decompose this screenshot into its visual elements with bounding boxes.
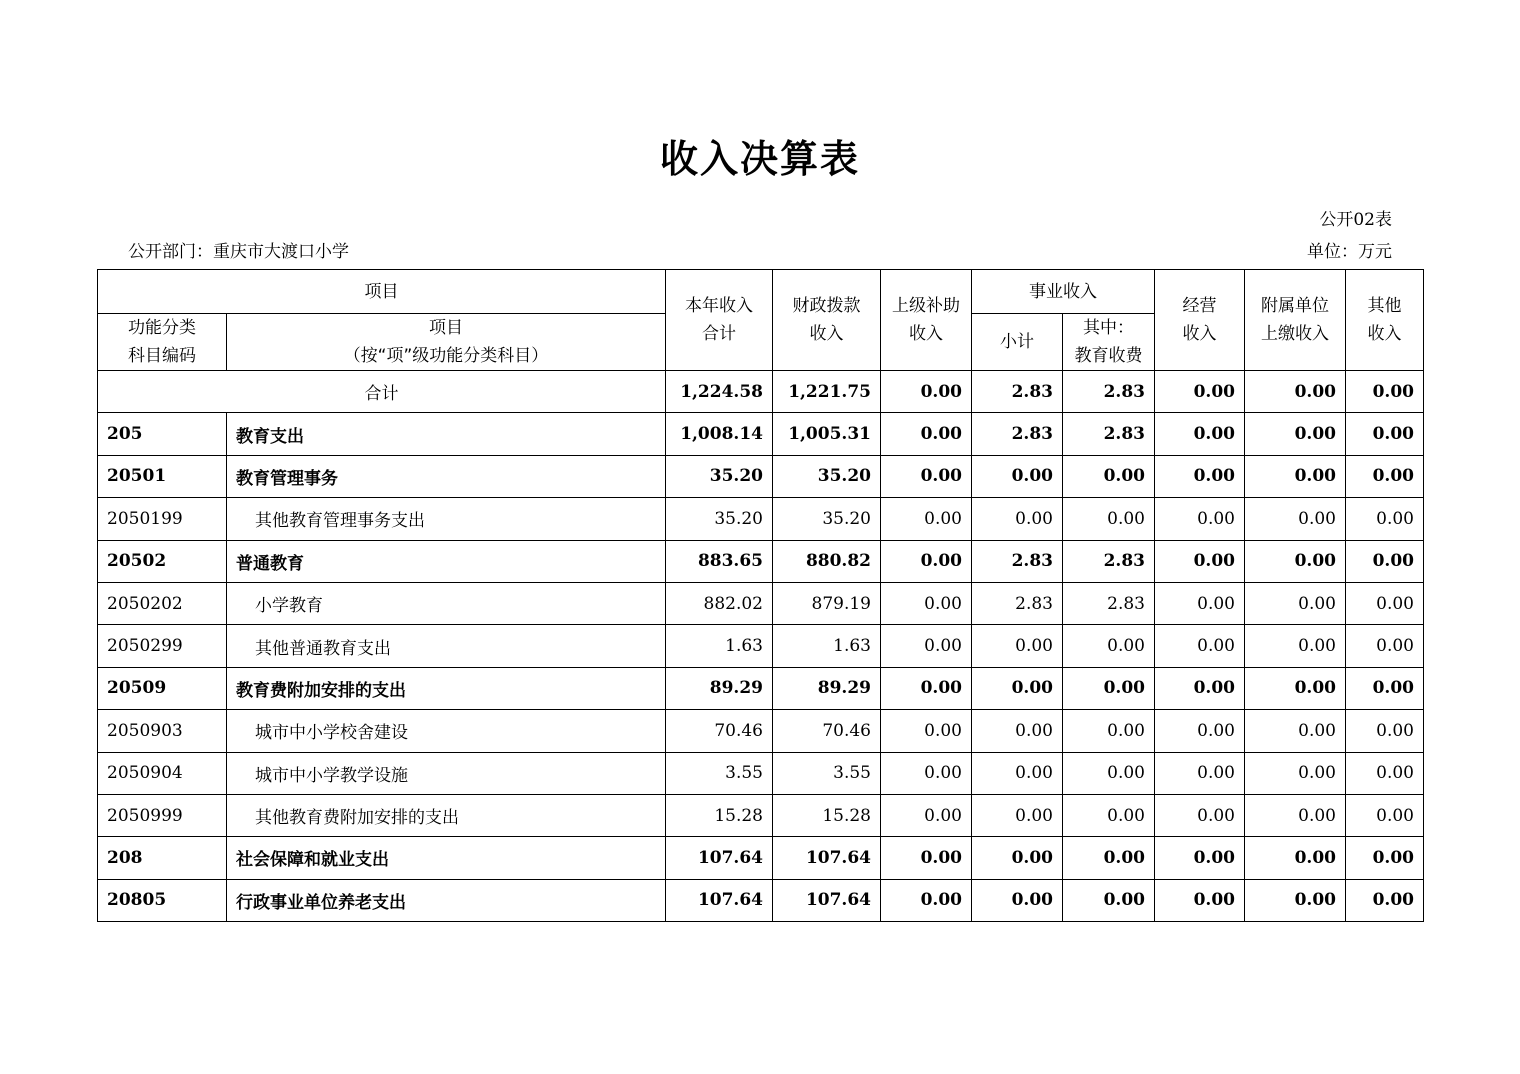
header-business: 事业收入	[972, 270, 1155, 314]
table-row	[98, 710, 1424, 752]
table-row	[98, 625, 1424, 667]
table-row	[98, 413, 1424, 455]
total-cell: 2.83	[972, 371, 1063, 413]
amount-cell: 2.83	[1063, 540, 1155, 582]
amount-cell: 0.00	[972, 752, 1063, 794]
amount-cell: 1.63	[666, 625, 773, 667]
amount-cell: 35.20	[666, 455, 773, 497]
subject-code-cell: 2050199	[98, 498, 227, 540]
header-total-income: 本年收入 合计	[666, 270, 773, 371]
subject-code-cell: 2050202	[98, 582, 227, 624]
subject-name-cell: 小学教育	[227, 582, 666, 624]
amount-cell: 107.64	[773, 837, 881, 879]
amount-cell: 0.00	[1346, 667, 1424, 709]
amount-cell: 0.00	[1245, 455, 1346, 497]
amount-cell: 35.20	[773, 498, 881, 540]
total-cell: 0.00	[1155, 371, 1245, 413]
amount-cell: 1,005.31	[773, 413, 881, 455]
header-item-sub: 项目 （按“项”级功能分类科目）	[227, 314, 666, 371]
amount-cell: 0.00	[1155, 455, 1245, 497]
table-row	[98, 752, 1424, 794]
table-row	[98, 879, 1424, 921]
amount-cell: 3.55	[773, 752, 881, 794]
amount-cell: 0.00	[881, 837, 972, 879]
amount-cell: 0.00	[1155, 413, 1245, 455]
total-label: 合计	[98, 371, 666, 413]
amount-cell: 0.00	[1346, 625, 1424, 667]
total-row	[98, 371, 1424, 413]
amount-cell: 0.00	[1346, 794, 1424, 836]
amount-cell: 0.00	[1155, 540, 1245, 582]
amount-cell: 0.00	[1346, 837, 1424, 879]
amount-cell: 0.00	[1155, 498, 1245, 540]
total-cell: 1,224.58	[666, 371, 773, 413]
table-row	[98, 455, 1424, 497]
amount-cell: 0.00	[881, 625, 972, 667]
amount-cell: 0.00	[972, 879, 1063, 921]
amount-cell: 0.00	[881, 794, 972, 836]
amount-cell: 15.28	[773, 794, 881, 836]
amount-cell: 0.00	[1245, 837, 1346, 879]
subject-name-cell: 其他教育管理事务支出	[227, 498, 666, 540]
amount-cell: 2.83	[972, 413, 1063, 455]
total-cell: 0.00	[1245, 371, 1346, 413]
amount-cell: 0.00	[881, 667, 972, 709]
amount-cell: 0.00	[1245, 879, 1346, 921]
amount-cell: 89.29	[666, 667, 773, 709]
amount-cell: 0.00	[972, 498, 1063, 540]
subject-code-cell: 20805	[98, 879, 227, 921]
subject-name-cell: 教育费附加安排的支出	[227, 667, 666, 709]
amount-cell: 0.00	[1155, 582, 1245, 624]
subject-code-cell: 205	[98, 413, 227, 455]
amount-cell: 0.00	[1245, 710, 1346, 752]
amount-cell: 70.46	[773, 710, 881, 752]
amount-cell: 0.00	[1245, 625, 1346, 667]
amount-cell: 107.64	[773, 879, 881, 921]
table-row	[98, 794, 1424, 836]
department-label: 公开部门：重庆市大渡口小学	[128, 242, 349, 262]
amount-cell: 0.00	[1346, 455, 1424, 497]
amount-cell: 879.19	[773, 582, 881, 624]
table-row	[98, 498, 1424, 540]
header-operating: 经营 收入	[1155, 270, 1245, 371]
amount-cell: 0.00	[1245, 667, 1346, 709]
amount-cell: 0.00	[1063, 498, 1155, 540]
amount-cell: 0.00	[972, 710, 1063, 752]
amount-cell: 0.00	[881, 879, 972, 921]
amount-cell: 0.00	[1346, 879, 1424, 921]
total-cell: 2.83	[1063, 371, 1155, 413]
subject-code-cell: 20502	[98, 540, 227, 582]
subject-code-cell: 20509	[98, 667, 227, 709]
amount-cell: 0.00	[1346, 710, 1424, 752]
amount-cell: 0.00	[1063, 710, 1155, 752]
amount-cell: 0.00	[1063, 455, 1155, 497]
amount-cell: 15.28	[666, 794, 773, 836]
amount-cell: 0.00	[1346, 498, 1424, 540]
header-code: 功能分类 科目编码	[98, 314, 227, 371]
amount-cell: 0.00	[972, 667, 1063, 709]
subject-name-cell: 社会保障和就业支出	[227, 837, 666, 879]
amount-cell: 0.00	[1245, 540, 1346, 582]
subject-code-cell: 2050903	[98, 710, 227, 752]
subject-name-cell: 其他普通教育支出	[227, 625, 666, 667]
amount-cell: 0.00	[1346, 540, 1424, 582]
page-title: 收入决算表	[659, 137, 860, 181]
amount-cell: 0.00	[1346, 582, 1424, 624]
amount-cell: 1,008.14	[666, 413, 773, 455]
amount-cell: 3.55	[666, 752, 773, 794]
income-final-accounts-table	[97, 269, 1424, 922]
amount-cell: 35.20	[773, 455, 881, 497]
amount-cell: 2.83	[972, 582, 1063, 624]
amount-cell: 0.00	[1155, 752, 1245, 794]
subject-name-cell: 普通教育	[227, 540, 666, 582]
amount-cell: 1.63	[773, 625, 881, 667]
amount-cell: 882.02	[666, 582, 773, 624]
amount-cell: 0.00	[1063, 794, 1155, 836]
amount-cell: 0.00	[881, 540, 972, 582]
header-business-subtotal: 小计	[972, 314, 1063, 371]
amount-cell: 0.00	[1063, 879, 1155, 921]
header-item: 项目	[98, 270, 666, 314]
amount-cell: 0.00	[881, 455, 972, 497]
amount-cell: 70.46	[666, 710, 773, 752]
table-row	[98, 540, 1424, 582]
table-row	[98, 837, 1424, 879]
amount-cell: 107.64	[666, 879, 773, 921]
amount-cell: 0.00	[1245, 794, 1346, 836]
header-fiscal: 财政拨款 收入	[773, 270, 881, 371]
amount-cell: 0.00	[1155, 710, 1245, 752]
total-cell: 0.00	[1346, 371, 1424, 413]
amount-cell: 0.00	[1245, 498, 1346, 540]
amount-cell: 0.00	[1063, 837, 1155, 879]
amount-cell: 2.83	[1063, 413, 1155, 455]
total-cell: 0.00	[881, 371, 972, 413]
header-superior: 上级补助 收入	[881, 270, 972, 371]
amount-cell: 0.00	[1063, 667, 1155, 709]
subject-code-cell: 2050904	[98, 752, 227, 794]
amount-cell: 0.00	[1346, 413, 1424, 455]
amount-cell: 0.00	[1245, 582, 1346, 624]
amount-cell: 0.00	[1155, 625, 1245, 667]
subject-name-cell: 教育支出	[227, 413, 666, 455]
amount-cell: 0.00	[1346, 752, 1424, 794]
amount-cell: 35.20	[666, 498, 773, 540]
subject-name-cell: 行政事业单位养老支出	[227, 879, 666, 921]
total-cell: 1,221.75	[773, 371, 881, 413]
amount-cell: 880.82	[773, 540, 881, 582]
subject-name-cell: 城市中小学校舍建设	[227, 710, 666, 752]
amount-cell: 0.00	[881, 498, 972, 540]
header-affiliated: 附属单位 上缴收入	[1245, 270, 1346, 371]
amount-cell: 0.00	[1155, 667, 1245, 709]
amount-cell: 0.00	[972, 794, 1063, 836]
subject-code-cell: 208	[98, 837, 227, 879]
amount-cell: 0.00	[1063, 752, 1155, 794]
amount-cell: 0.00	[1063, 625, 1155, 667]
form-number: 公开02表	[1319, 210, 1392, 230]
header-business-edu: 其中： 教育收费	[1063, 314, 1155, 371]
amount-cell: 0.00	[881, 710, 972, 752]
subject-code-cell: 2050299	[98, 625, 227, 667]
amount-cell: 0.00	[1245, 752, 1346, 794]
unit-label: 单位：万元	[1307, 242, 1392, 262]
amount-cell: 0.00	[881, 413, 972, 455]
subject-name-cell: 其他教育费附加安排的支出	[227, 794, 666, 836]
subject-name-cell: 教育管理事务	[227, 455, 666, 497]
amount-cell: 0.00	[1245, 413, 1346, 455]
amount-cell: 0.00	[972, 455, 1063, 497]
amount-cell: 2.83	[1063, 582, 1155, 624]
subject-name-cell: 城市中小学教学设施	[227, 752, 666, 794]
table-row	[98, 582, 1424, 624]
amount-cell: 2.83	[972, 540, 1063, 582]
amount-cell: 0.00	[881, 582, 972, 624]
amount-cell: 0.00	[881, 752, 972, 794]
amount-cell: 0.00	[1155, 879, 1245, 921]
table-row	[98, 667, 1424, 709]
amount-cell: 0.00	[1155, 837, 1245, 879]
subject-code-cell: 20501	[98, 455, 227, 497]
subject-code-cell: 2050999	[98, 794, 227, 836]
amount-cell: 0.00	[1155, 794, 1245, 836]
amount-cell: 883.65	[666, 540, 773, 582]
amount-cell: 107.64	[666, 837, 773, 879]
amount-cell: 89.29	[773, 667, 881, 709]
amount-cell: 0.00	[972, 625, 1063, 667]
amount-cell: 0.00	[972, 837, 1063, 879]
header-other: 其他 收入	[1346, 270, 1424, 371]
